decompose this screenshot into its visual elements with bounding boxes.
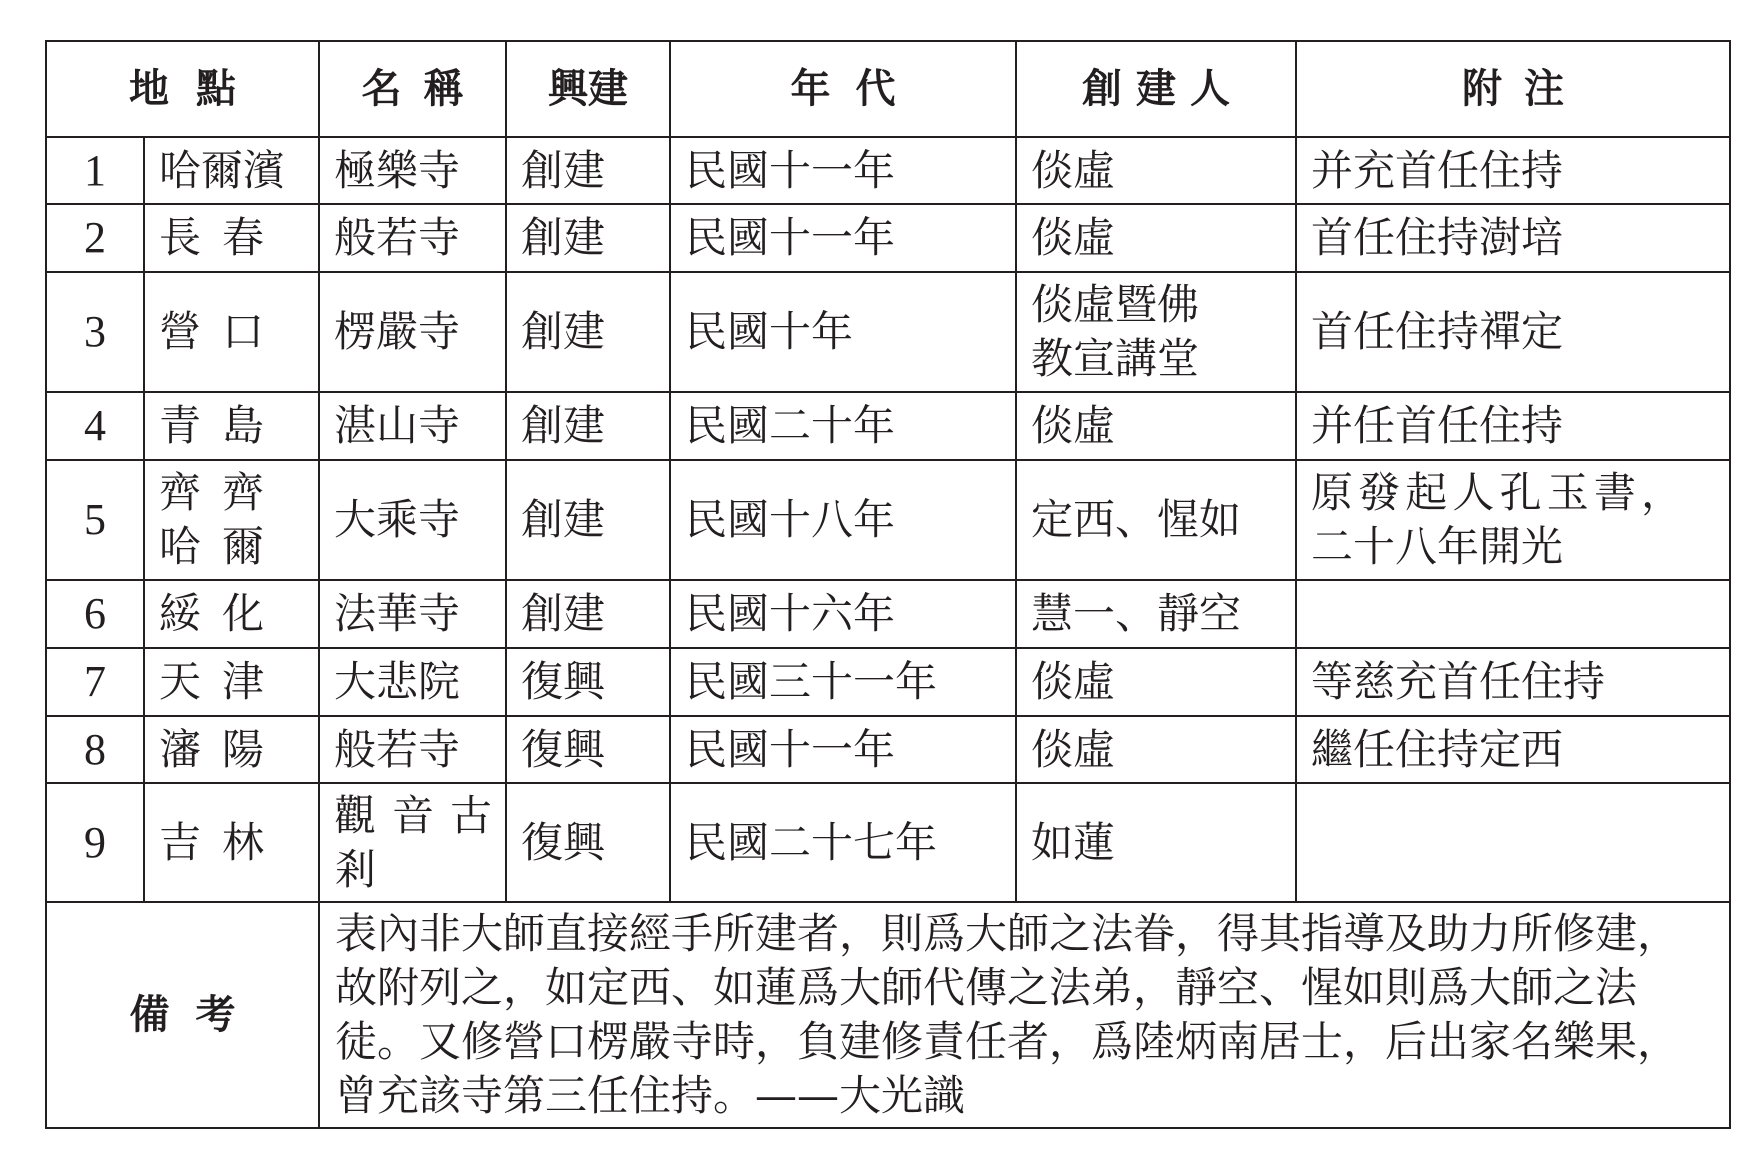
row-number: 5: [46, 460, 144, 580]
cell-construction: 復興: [506, 648, 670, 716]
cell-place: 青島: [144, 392, 319, 460]
cell-note: 繼任住持定西: [1296, 716, 1730, 783]
cell-period: 民國二十七年: [670, 783, 1016, 902]
cell-note: 原發起人孔玉書，二十八年開光: [1296, 460, 1730, 580]
cell-construction: 復興: [506, 783, 670, 902]
header-note: 附注: [1296, 41, 1730, 137]
remark-line: 表內非大師直接經手所建者，則爲大師之法眷，得其指導及助力所修建，: [335, 909, 1680, 958]
table-row: [46, 137, 1730, 204]
table-row: [46, 272, 1730, 392]
cell-temple-name: 大悲院: [319, 648, 506, 716]
cell-note: [1296, 580, 1730, 648]
row-number: 3: [46, 272, 144, 392]
row-number: 1: [46, 137, 144, 204]
row-number: 9: [46, 783, 144, 902]
cell-period: 民國十一年: [670, 716, 1016, 783]
cell-founder: 倓虛: [1016, 204, 1296, 272]
cell-period: 民國十一年: [670, 204, 1016, 272]
cell-construction: 創建: [506, 460, 670, 580]
cell-place: 哈爾濱: [144, 137, 319, 204]
cell-founder: 定西、惺如: [1016, 460, 1296, 580]
table-row: [46, 648, 1730, 716]
cell-founder: 倓虛: [1016, 648, 1296, 716]
cell-construction: 復興: [506, 716, 670, 783]
remark-line: 徒。又修營口楞嚴寺時，負建修責任者，爲陸炳南居士，后出家名樂果，: [335, 1017, 1680, 1066]
site-table: [45, 40, 1731, 1129]
cell-place: 瀋陽: [144, 716, 319, 783]
cell-temple-name: 般若寺: [319, 204, 506, 272]
table-row: [46, 716, 1730, 783]
cell-construction: 創建: [506, 272, 670, 392]
cell-note: 并任首任住持: [1296, 392, 1730, 460]
cell-place: 營口: [144, 272, 319, 392]
remark-label: 備考: [46, 902, 319, 1128]
cell-period: 民國十一年: [670, 137, 1016, 204]
row-number: 8: [46, 716, 144, 783]
table-row: [46, 392, 1730, 460]
table-row: [46, 783, 1730, 902]
cell-founder: 倓虛: [1016, 137, 1296, 204]
remark-text: [319, 902, 1730, 1128]
cell-period: 民國二十年: [670, 392, 1016, 460]
cell-place: 齊齊 哈爾: [144, 460, 319, 580]
cell-temple-name: 楞嚴寺: [319, 272, 506, 392]
cell-temple-name: 般若寺: [319, 716, 506, 783]
cell-founder: 如蓮: [1016, 783, 1296, 902]
cell-temple-name: 湛山寺: [319, 392, 506, 460]
cell-construction: 創建: [506, 137, 670, 204]
header-construction: 興建: [506, 41, 670, 137]
cell-temple-name: 極樂寺: [319, 137, 506, 204]
cell-place: 天津: [144, 648, 319, 716]
cell-note: 并充首任住持: [1296, 137, 1730, 204]
cell-note: 首任住持澍培: [1296, 204, 1730, 272]
table-body: [46, 137, 1730, 902]
remark-section: [46, 902, 1730, 1128]
row-number: 2: [46, 204, 144, 272]
header-row: [46, 41, 1730, 137]
cell-period: 民國三十一年: [670, 648, 1016, 716]
table-row: [46, 580, 1730, 648]
cell-founder: 倓虛: [1016, 716, 1296, 783]
header-period: 年代: [670, 41, 1016, 137]
table-row: [46, 204, 1730, 272]
cell-place: 綏化: [144, 580, 319, 648]
cell-period: 民國十八年: [670, 460, 1016, 580]
cell-construction: 創建: [506, 392, 670, 460]
cell-note: [1296, 783, 1730, 902]
cell-period: 民國十六年: [670, 580, 1016, 648]
row-number: 4: [46, 392, 144, 460]
cell-place: 吉林: [144, 783, 319, 902]
cell-founder: 倓虛暨佛 教宣講堂: [1016, 272, 1296, 392]
cell-temple-name: 法華寺: [319, 580, 506, 648]
remark-line: 曾充該寺第三任住持。——大光識: [335, 1071, 966, 1120]
header-founder: 創建人: [1016, 41, 1296, 137]
cell-founder: 倓虛: [1016, 392, 1296, 460]
header-place: 地點: [46, 41, 319, 137]
cell-construction: 創建: [506, 580, 670, 648]
remark-row: [46, 902, 1730, 1128]
cell-note: 等慈充首任住持: [1296, 648, 1730, 716]
cell-founder: 慧一、靜空: [1016, 580, 1296, 648]
remark-line: 故附列之，如定西、如蓮爲大師代傳之法弟，靜空、惺如則爲大師之法: [335, 963, 1638, 1012]
table-row: [46, 460, 1730, 580]
header-name: 名稱: [319, 41, 506, 137]
cell-period: 民國十年: [670, 272, 1016, 392]
cell-temple-name: 大乘寺: [319, 460, 506, 580]
cell-place: 長春: [144, 204, 319, 272]
row-number: 6: [46, 580, 144, 648]
cell-temple-name: 觀音古剎: [319, 783, 506, 902]
row-number: 7: [46, 648, 144, 716]
cell-note: 首任住持禪定: [1296, 272, 1730, 392]
cell-construction: 創建: [506, 204, 670, 272]
